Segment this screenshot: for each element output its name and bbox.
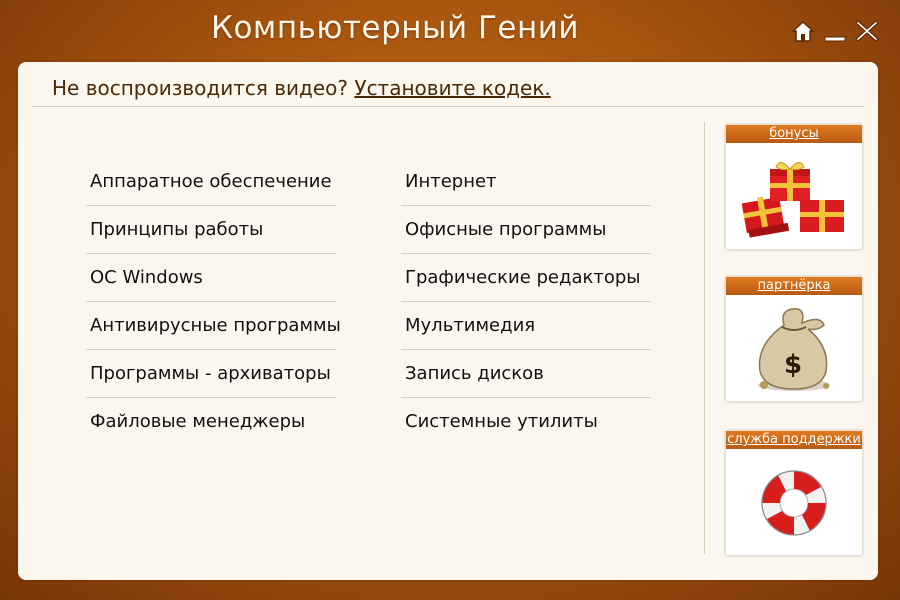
menu-item-work-principles[interactable]: Принципы работы [86,206,336,254]
gift-boxes-icon [726,145,862,247]
codec-question: Не воспроизводится видео? [52,76,349,100]
money-bag-icon [726,297,862,399]
menu-item-antivirus[interactable]: Антивирусные программы [86,302,336,350]
menu-item-office[interactable]: Офисные программы [401,206,651,254]
partner-card[interactable] [725,276,863,402]
menu-item-windows[interactable]: ОС Windows [86,254,336,302]
minimize-icon[interactable] [822,18,848,44]
bonus-label[interactable]: бонусы [726,125,862,143]
menu-item-internet[interactable]: Интернет [401,158,651,206]
codec-notice [52,76,551,100]
menu-item-file-managers[interactable]: Файловые менеджеры [90,411,306,432]
support-card[interactable] [725,430,863,556]
menu-item-graphics[interactable]: Графические редакторы [401,254,651,302]
menu-item-hardware[interactable]: Аппаратное обеспечение [86,158,336,206]
install-codec-link[interactable]: Установите кодек. [354,76,551,100]
partner-label[interactable]: партнёрка [726,277,862,295]
home-icon[interactable] [790,18,816,44]
menu-column-right [401,158,651,446]
main-panel [18,62,878,580]
svg-text:$: $ [784,350,803,380]
close-icon[interactable] [854,18,880,44]
app-title: Компьютерный Гений [210,10,580,46]
menu-item-disc-burning[interactable]: Запись дисков [401,350,651,398]
menu-item-system-utilities[interactable]: Системные утилиты [405,411,598,432]
sidebar-divider [704,122,705,554]
divider [32,106,864,107]
lifebuoy-icon [726,451,862,553]
menu-item-multimedia[interactable]: Мультимедия [401,302,651,350]
menu-item-archivers[interactable]: Программы - архиваторы [86,350,336,398]
bonus-card[interactable] [725,124,863,250]
menu-column-left [86,158,341,446]
support-label[interactable]: служба поддержки [727,432,861,447]
window-controls [790,18,880,44]
